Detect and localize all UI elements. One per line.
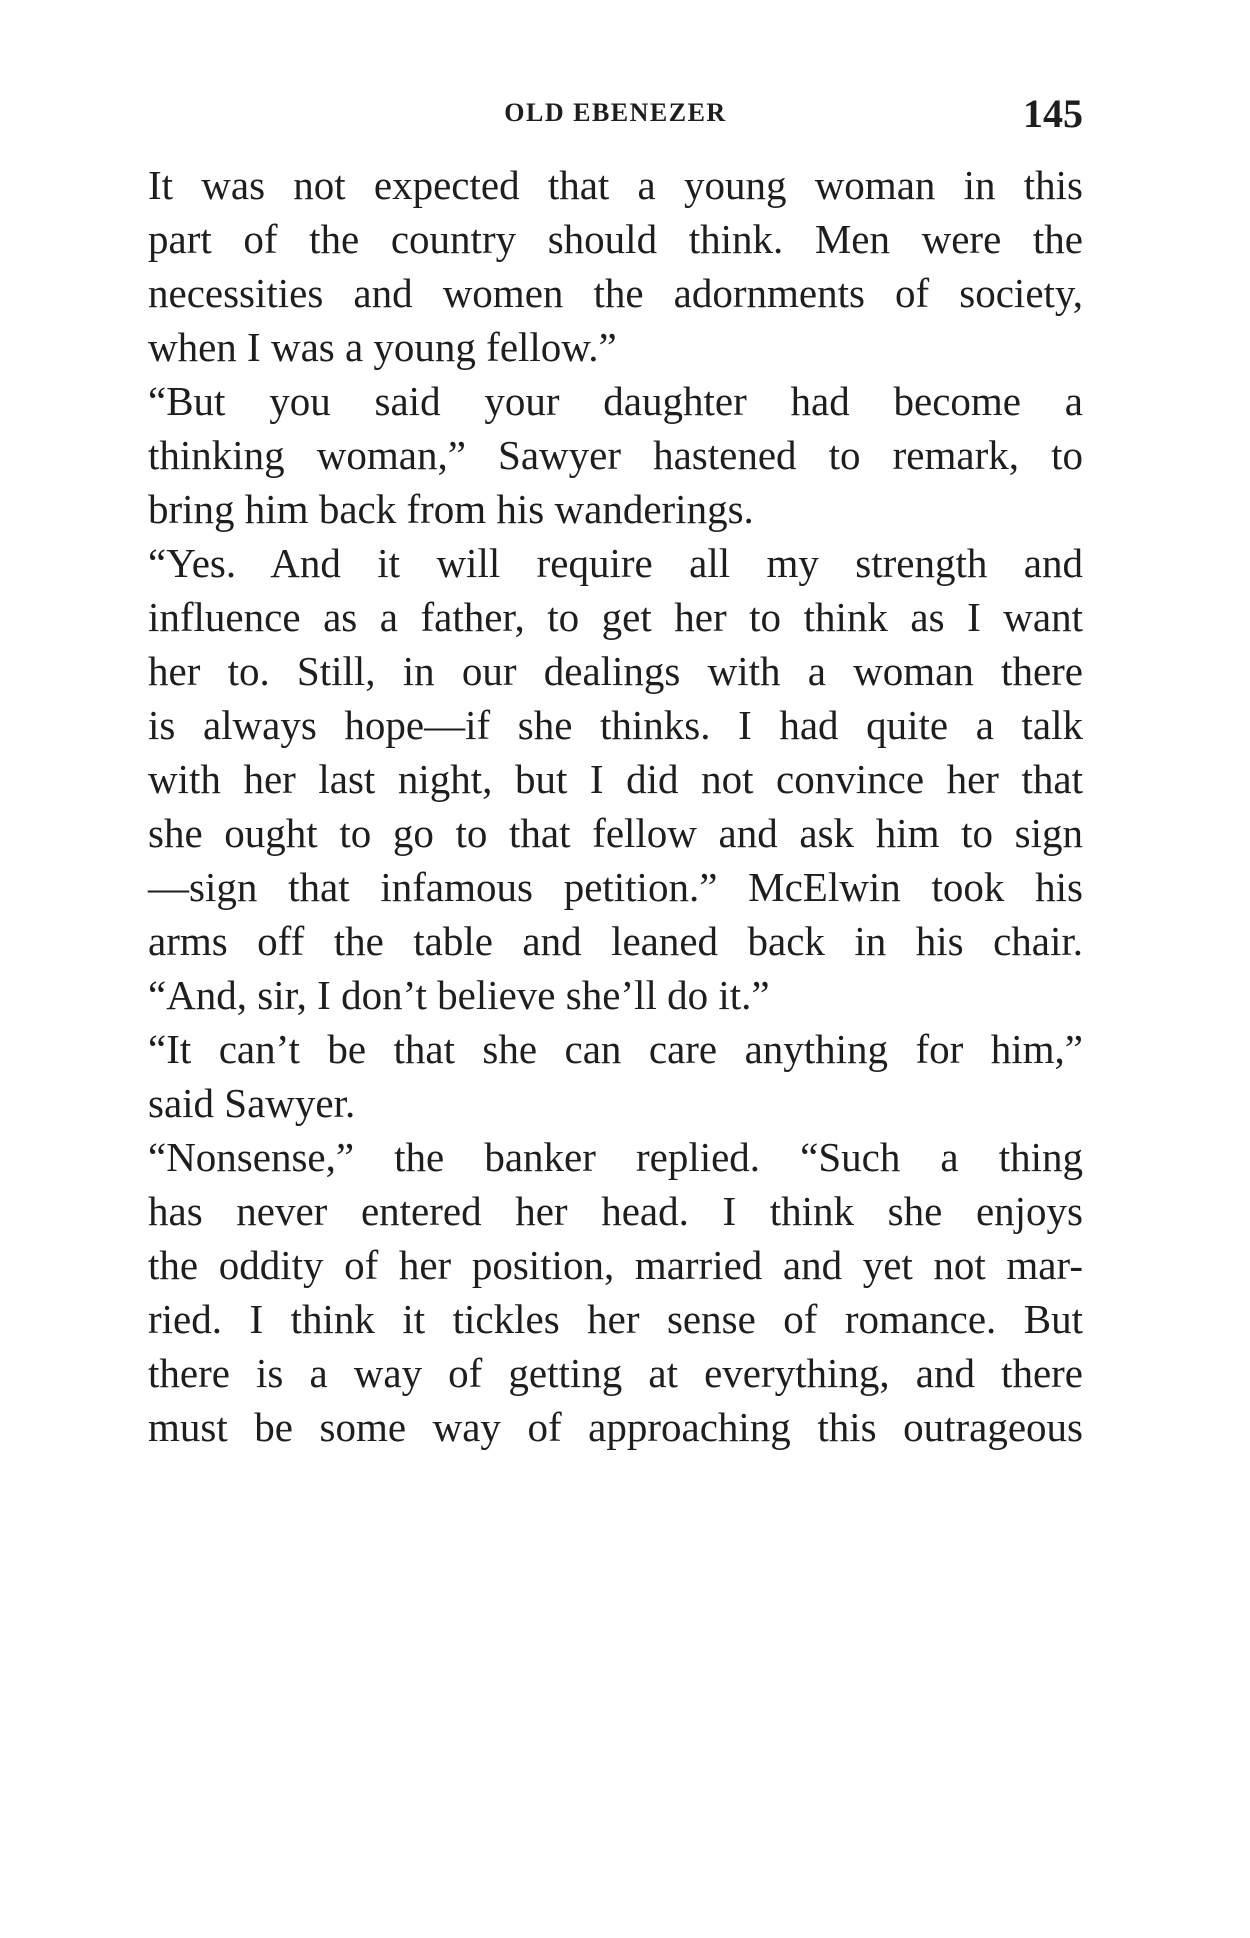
- text-line: “Yes. And it will require all my strength and: [148, 540, 1083, 586]
- page-number: 145: [1023, 91, 1083, 136]
- running-head: [148, 91, 1083, 136]
- text-line: is always hope—if she thinks. I had quite a talk: [148, 702, 1083, 748]
- text-line: “It can’t be that she can care anything for him,”: [148, 1026, 1083, 1072]
- text-line: “Nonsense,” the banker replied. “Such a thing: [148, 1134, 1083, 1180]
- text-line: part of the country should think. Men were the: [148, 216, 1083, 262]
- text-line: there is a way of getting at everything, and there: [148, 1350, 1083, 1396]
- text-line: arms off the table and leaned back in his chair.: [148, 918, 1083, 964]
- text-line: thinking woman,” Sawyer hastened to remark, to: [148, 432, 1083, 478]
- text-line: “But you said your daughter had become a: [148, 378, 1083, 424]
- text-line: with her last night, but I did not convince her that: [148, 756, 1083, 802]
- running-title: OLD EBENEZER: [504, 98, 727, 127]
- text-line: —sign that infamous petition.” McElwin took his: [148, 864, 1083, 910]
- text-line: the oddity of her position, married and yet not mar-: [148, 1242, 1083, 1288]
- text-line: “And, sir, I don’t believe she’ll do it.”: [148, 972, 770, 1018]
- text-line: when I was a young fellow.”: [148, 324, 617, 370]
- text-line: has never entered her head. I think she enjoys: [148, 1188, 1083, 1234]
- text-line: necessities and women the adornments of society,: [148, 270, 1083, 316]
- text-line: must be some way of approaching this outrageous: [148, 1404, 1083, 1450]
- text-line: said Sawyer.: [148, 1080, 356, 1126]
- text-line: ried. I think it tickles her sense of romance. But: [148, 1296, 1083, 1342]
- text-line: influence as a father, to get her to think as I want: [148, 594, 1083, 640]
- text-line: she ought to go to that fellow and ask him to sign: [148, 810, 1083, 856]
- text-line: It was not expected that a young woman in this: [148, 162, 1083, 208]
- text-line: her to. Still, in our dealings with a woman there: [148, 648, 1083, 694]
- text-line: bring him back from his wanderings.: [148, 486, 754, 532]
